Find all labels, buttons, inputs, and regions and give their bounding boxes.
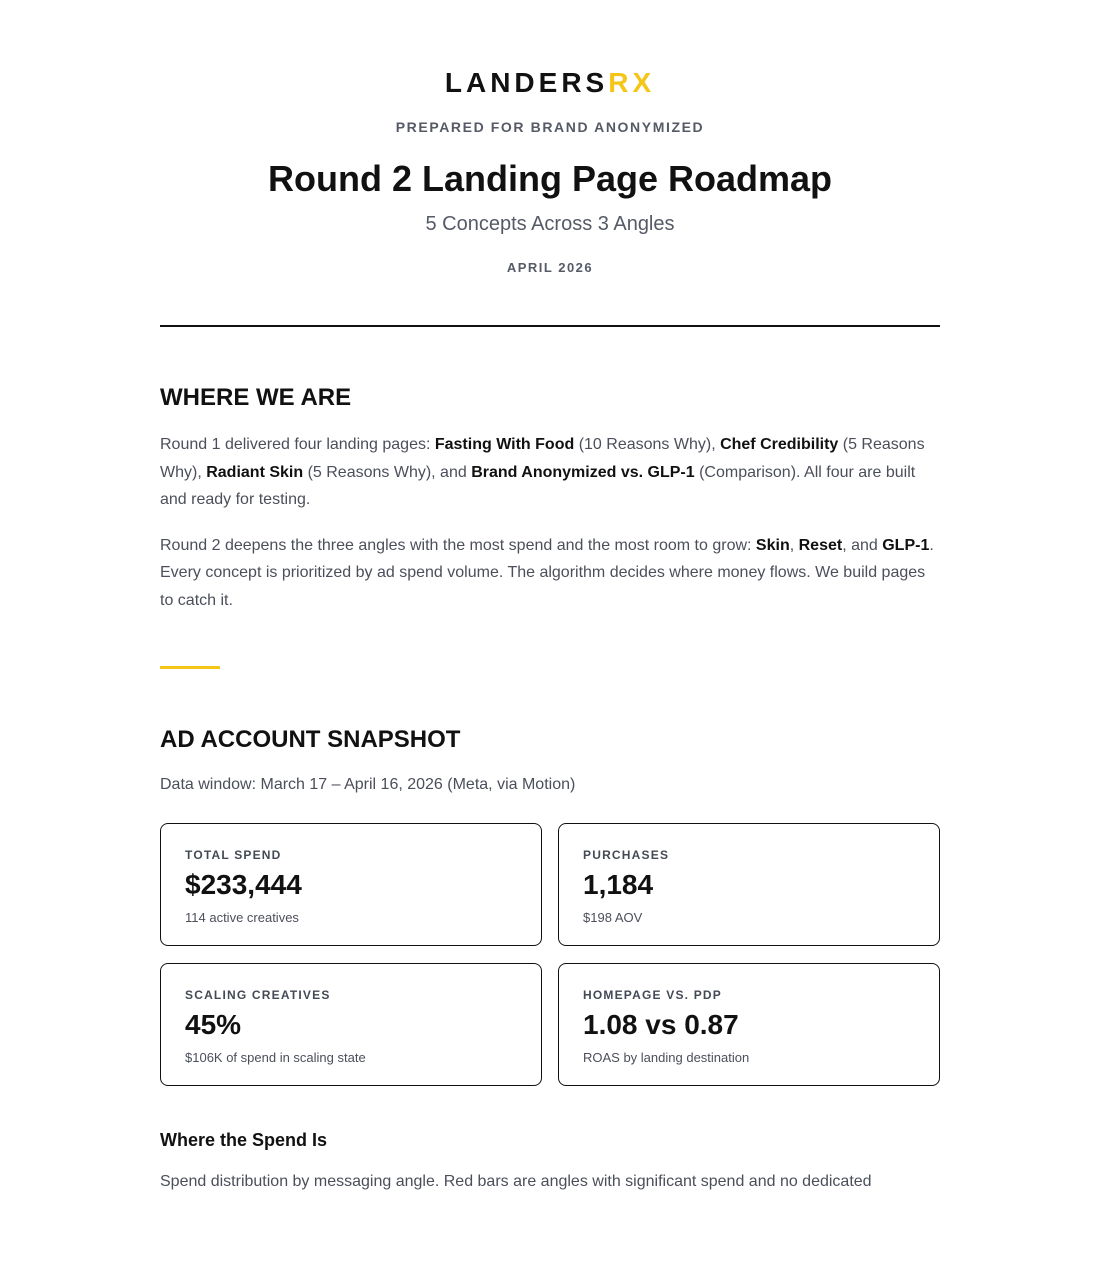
stat-card-total-spend	[160, 823, 542, 946]
stat-note: 114 active creatives	[185, 910, 299, 925]
emphasis-text: GLP-1	[882, 536, 930, 554]
where-we-are-paragraph-2: Round 2 deepens the three angles with the most spend and the most room to grow: Skin, Reset, and GLP-1. Every concept is prioritized by ad spend volume. The algorithm decides where money flows. We build pages to catch it.	[160, 536, 934, 609]
stat-label: TOTAL SPEND	[185, 848, 282, 862]
stat-note: ROAS by landing destination	[583, 1050, 750, 1065]
stat-label: SCALING CREATIVES	[185, 988, 331, 1002]
logo-accent-text: RX	[608, 67, 656, 98]
stats-grid	[160, 823, 940, 1086]
section-accent-divider	[160, 666, 220, 669]
landersrx-logo	[160, 66, 940, 100]
stat-note: $198 AOV	[583, 910, 643, 925]
header-divider	[160, 325, 940, 327]
stat-label: PURCHASES	[583, 848, 670, 862]
stat-card-purchases	[558, 823, 940, 946]
stat-value: 1.08 vs 0.87	[583, 1009, 739, 1040]
emphasis-text: Reset	[798, 536, 843, 554]
prepared-for-label: PREPARED FOR BRAND ANONYMIZED	[395, 119, 705, 135]
stat-note: $106K of spend in scaling state	[185, 1050, 366, 1065]
stat-card-homepage-vs-pdp	[558, 963, 940, 1086]
stat-value: 45%	[185, 1009, 242, 1040]
stat-value: 1,184	[583, 869, 654, 900]
spend-distribution-text: Spend distribution by messaging angle. Red bars are angles with significant spend and no dedicated	[160, 1173, 872, 1190]
stat-card-scaling-creatives	[160, 963, 542, 1086]
page-title: Round 2 Landing Page Roadmap	[267, 158, 833, 199]
document-date: APRIL 2026	[506, 260, 594, 275]
stat-value: $233,444	[185, 869, 302, 900]
where-the-spend-is-heading: Where the Spend Is	[160, 1130, 328, 1150]
where-we-are-paragraph-1: Round 1 delivered four landing pages: Fasting With Food (10 Reasons Why), Chef Credibility (5 Reasons Why), Radiant Skin (5 Reasons Why), and Brand Anonymized vs. GLP-1 (Comparison). All four are built and ready for testing.	[160, 436, 925, 508]
emphasis-text: Chef Credibility	[720, 436, 839, 453]
emphasis-text: Fasting With Food	[434, 436, 575, 453]
page-subtitle: 5 Concepts Across 3 Angles	[425, 213, 675, 235]
data-window-text: Data window: March 17 – April 16, 2026 (Meta, via Motion)	[160, 776, 576, 793]
document-page	[160, 66, 940, 1194]
ad-account-snapshot-heading: AD ACCOUNT SNAPSHOT	[160, 726, 461, 753]
emphasis-text: Skin	[755, 536, 790, 554]
emphasis-text: Radiant Skin	[206, 463, 304, 481]
where-we-are-heading: WHERE WE ARE	[160, 384, 352, 411]
stat-label: HOMEPAGE VS. PDP	[583, 988, 723, 1002]
emphasis-text: Brand Anonymized vs. GLP-1	[471, 463, 695, 481]
logo-main-text: LANDERS	[444, 67, 609, 98]
